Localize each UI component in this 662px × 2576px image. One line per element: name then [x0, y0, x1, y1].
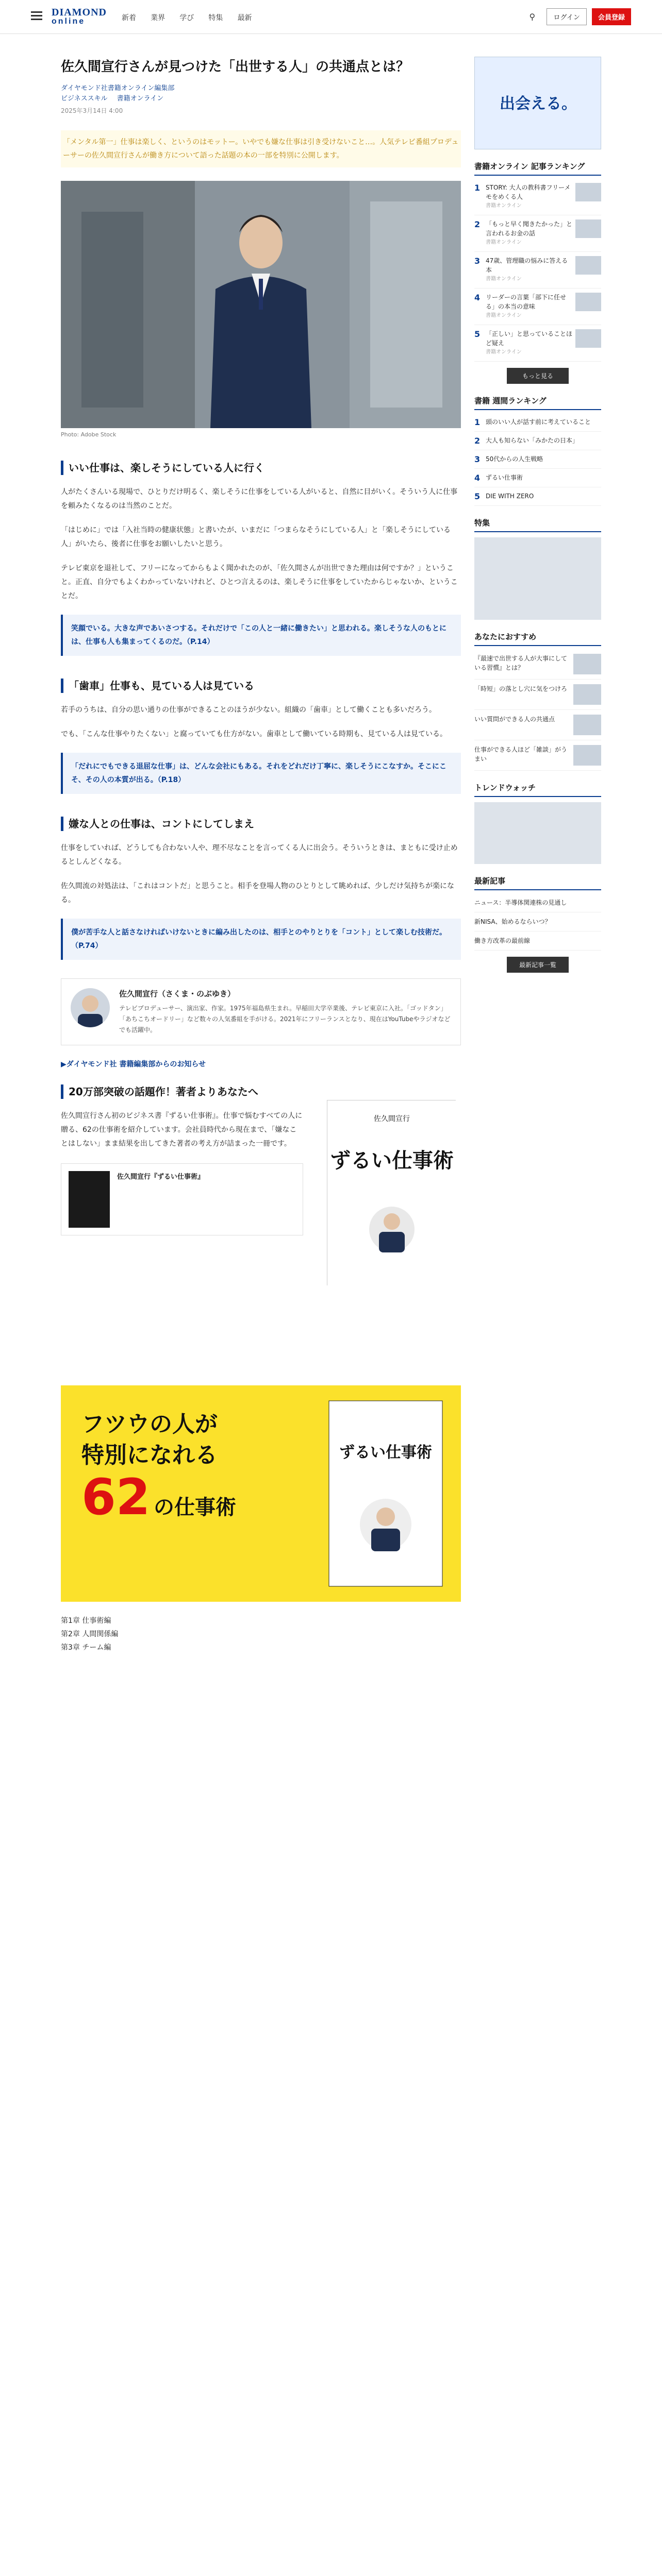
- toc-item[interactable]: 第3章 チーム編: [61, 1643, 111, 1652]
- ranking-item[interactable]: 2 大人も知らない「みかたの日本」: [474, 432, 601, 450]
- list-item[interactable]: 働き方改革の最前線: [474, 931, 601, 951]
- tag-link[interactable]: ビジネススキル: [61, 95, 108, 103]
- list-item[interactable]: 『最速で出世する人が大事にしている習慣』とは？: [474, 649, 601, 680]
- section-heading: いい仕事は、楽しそうにしている人に行く: [61, 461, 461, 475]
- register-button[interactable]: 会員登録: [592, 8, 631, 25]
- nav-item[interactable]: 特集: [208, 14, 223, 22]
- thumbnail: [575, 293, 601, 311]
- article-lead: 「メンタル第一」仕事は楽しく、というのはモットー。いやでも嫌な仕事は引き受けないこと…。人気テレビ番組プロデューサーの佐久間宣行さんが働き方について語った話題の本の一部を特別に公開します。: [61, 130, 461, 167]
- promo-link[interactable]: ▶ダイヤモンド社 書籍編集部からのお知らせ: [61, 1060, 206, 1069]
- paragraph: 若手のうちは、自分の思い通りの仕事ができることのほうが少ない。組織の「歯車」として働くことも多いだろう。: [61, 706, 436, 714]
- ranking-item[interactable]: 1 STORY: 大人の教科書フリーメモをめくる人 書籍オンライン: [474, 179, 601, 215]
- list-item[interactable]: 仕事ができる人ほど「雑談」がうまい: [474, 740, 601, 771]
- ranking-item[interactable]: 5 「正しい」と思っていることほど疑え 書籍オンライン: [474, 325, 601, 362]
- banner-number: 62: [81, 1468, 151, 1526]
- book-quote: 「だれにでもできる退屈な仕事」は、どんな会社にもある。それをどれだけ丁寧に、楽しそうにこなすか。そこにこそ、その人の本質が出る。（P.18）: [61, 753, 461, 794]
- publish-date: 2025年3月14日 4:00: [61, 107, 123, 114]
- thumbnail: [575, 219, 601, 238]
- weekly-ranking-list: [474, 413, 601, 506]
- book-cover-title: ずるい仕事術: [330, 1148, 454, 1173]
- paragraph: 「はじめに」では「入社当時の健康状態」と書いたが、いまだに「つまらなそうにしている人」と「楽しそうにしている人」がいたら、後者に仕事をお願いしたいと思う。: [61, 526, 451, 548]
- list-item[interactable]: ニュース：半導体関連株の見通し: [474, 893, 601, 912]
- trend-heading: トレンドウォッチ: [474, 782, 601, 797]
- book-thumbnail: [69, 1171, 110, 1228]
- trend-image[interactable]: [474, 802, 601, 864]
- ranking-list: [474, 179, 601, 362]
- table-of-contents: [61, 1614, 461, 1654]
- search-icon[interactable]: ⚲: [529, 11, 536, 22]
- thumbnail: [575, 329, 601, 348]
- avatar: [71, 988, 110, 1027]
- latest-more-button[interactable]: 最新記事一覧: [507, 957, 569, 973]
- weekly-ranking-heading: 書籍 週間ランキング: [474, 395, 601, 410]
- banner-line1: フツウの人が: [81, 1411, 218, 1437]
- list-item[interactable]: いい質問ができる人の共通点: [474, 710, 601, 740]
- sidebar: [474, 57, 601, 973]
- author-name: 佐久間宣行（さくま・のぶゆき）: [119, 989, 236, 998]
- photo-credit: Photo: Adobe Stock: [61, 431, 117, 438]
- section-heading: 20万部突破の話題作！著者よりあなたへ: [61, 1084, 461, 1099]
- toc-item[interactable]: 第1章 仕事術編: [61, 1617, 111, 1625]
- thumbnail: [573, 654, 601, 674]
- toc-item[interactable]: 第2章 人間関係編: [61, 1630, 119, 1638]
- ranking-item[interactable]: 4 リーダーの言葉「部下に任せる」の本当の意味 書籍オンライン: [474, 289, 601, 325]
- ranking-more-button[interactable]: もっと見る: [507, 368, 569, 384]
- ad-banner[interactable]: [474, 57, 601, 149]
- nav-item[interactable]: 最新: [237, 14, 252, 22]
- nav-item[interactable]: 業界: [151, 14, 166, 22]
- book-quote: 笑顔でいる。大きな声であいさつする。それだけで「この人と一緒に働きたい」と思われる。楽しそうな人のもとには、仕事も人も集まってくるのだ。（P.14）: [61, 615, 461, 656]
- book-banner[interactable]: [61, 1385, 461, 1602]
- book-quote: 僕が苦手な人と話さなければいけないときに編み出したのは、相手とのやりとりを「コント」として楽しむ技術だ。（P.74）: [61, 919, 461, 960]
- book-info-title: 佐久間宣行『ずるい仕事術』: [117, 1173, 205, 1181]
- paragraph: 人がたくさんいる現場で、ひとりだけ明るく、楽しそうに仕事をしている人がいると、自然に目がいく。そういう人に仕事を頼みたくなるのは当然のことだ。: [61, 488, 458, 510]
- site-header: [0, 0, 662, 34]
- author-description: テレビプロデューサー、演出家、作家。1975年福島県生まれ。早稲田大学卒業後、テレビ東京に入社。「ゴッドタン」「あちこちオードリー」など数々の人気番組を手がける。2021年にフリーランスとなり、現在はYouTubeやラジオなどでも活躍中。: [119, 1005, 451, 1033]
- ranking-heading: 書籍オンライン 記事ランキング: [474, 161, 601, 176]
- thumbnail: [573, 715, 601, 735]
- ranking-item[interactable]: 2 「もっと早く聞きたかった」と言われるお金の話 書籍オンライン: [474, 215, 601, 252]
- book-promo: [61, 1084, 461, 1373]
- paragraph: テレビ東京を退社して、フリーになってからもよく聞かれたのが、「佐久間さんが出世できた理由は何ですか？」ということ。正直、自分でもよくわかっていないけれど、ひとつ言えるのは、楽しそうに仕事をしていたからじゃないか、ということだ。: [61, 564, 458, 600]
- banner-book-title: ずるい仕事術: [339, 1444, 432, 1462]
- hero-image: [61, 181, 461, 428]
- banner-line2: 特別になれる: [81, 1442, 218, 1468]
- paragraph: でも、「こんな仕事やりたくない」と腐っていても仕方がない。歯車として働いている時期も、見ている人は見ている。: [61, 730, 447, 738]
- feature-heading: 特集: [474, 517, 601, 532]
- ad-title: 出会える。: [500, 95, 577, 113]
- thumbnail: [575, 256, 601, 275]
- article-main: [61, 57, 461, 1654]
- section-heading: 「歯車」仕事も、見ている人は見ている: [61, 679, 461, 693]
- ranking-item[interactable]: 3 47歳、管理職の悩みに答える本 書籍オンライン: [474, 252, 601, 289]
- menu-icon[interactable]: [31, 11, 42, 20]
- feature-image[interactable]: [474, 537, 601, 620]
- section-heading: 嫌な人との仕事は、コントにしてしまえ: [61, 817, 461, 831]
- thumbnail: [573, 684, 601, 705]
- book-cover[interactable]: [327, 1100, 456, 1285]
- list-item[interactable]: 「時短」の落とし穴に気をつけろ: [474, 680, 601, 710]
- recommend-list: [474, 649, 601, 771]
- article-title: 佐久間宣行さんが見つけた「出世する人」の共通点とは？: [61, 59, 410, 75]
- header-actions: [520, 8, 631, 25]
- list-item[interactable]: 新NISA、始めるならいつ？: [474, 912, 601, 931]
- nav-item[interactable]: 学び: [179, 14, 194, 22]
- tag-link[interactable]: 書籍オンライン: [117, 95, 164, 103]
- article-byline: [61, 83, 461, 104]
- thumbnail: [575, 183, 601, 201]
- ranking-item[interactable]: 3 50代からの人生戦略: [474, 450, 601, 469]
- login-button[interactable]: ログイン: [547, 8, 586, 25]
- ranking-item[interactable]: 4 ずるい仕事術: [474, 469, 601, 487]
- paragraph: 佐久間流の対処法は、「これはコントだ」と思うこと。相手を登場人物のひとりとして眺めれば、少しだけ気持ちが楽になる。: [61, 882, 454, 904]
- recommend-heading: あなたにおすすめ: [474, 631, 601, 646]
- author-profile: [61, 978, 461, 1045]
- author-link[interactable]: ダイヤモンド社書籍オンライン編集部: [61, 84, 175, 92]
- banner-line3: の仕事術: [154, 1496, 236, 1519]
- nav-item[interactable]: 新着: [122, 14, 136, 22]
- book-cover-author: 佐久間宣行: [374, 1115, 410, 1123]
- ranking-item[interactable]: 5 DIE WITH ZERO: [474, 487, 601, 506]
- hero-photo: [61, 181, 461, 428]
- paragraph: 仕事をしていれば、どうしても合わない人や、理不尽なことを言ってくる人に出会う。そういうときは、まともに受け止めるとしんどくなる。: [61, 844, 458, 866]
- book-info-card[interactable]: [61, 1163, 303, 1235]
- latest-list: [474, 893, 601, 951]
- book-description: 佐久間宣行さん初のビジネス書『ずるい仕事術』。仕事で悩むすべての人に贈る、62の仕事術を紹介しています。会社員時代から現在まで、「嫌なことはしない」まま結果を出してきた著者の考え方が詰まった一冊です。: [61, 1112, 303, 1148]
- main-nav: [122, 12, 264, 23]
- ranking-item[interactable]: 1 頭のいい人が話す前に考えていること: [474, 413, 601, 432]
- latest-heading: 最新記事: [474, 875, 601, 890]
- site-logo[interactable]: DIAMOND online: [52, 7, 107, 26]
- thumbnail: [573, 745, 601, 766]
